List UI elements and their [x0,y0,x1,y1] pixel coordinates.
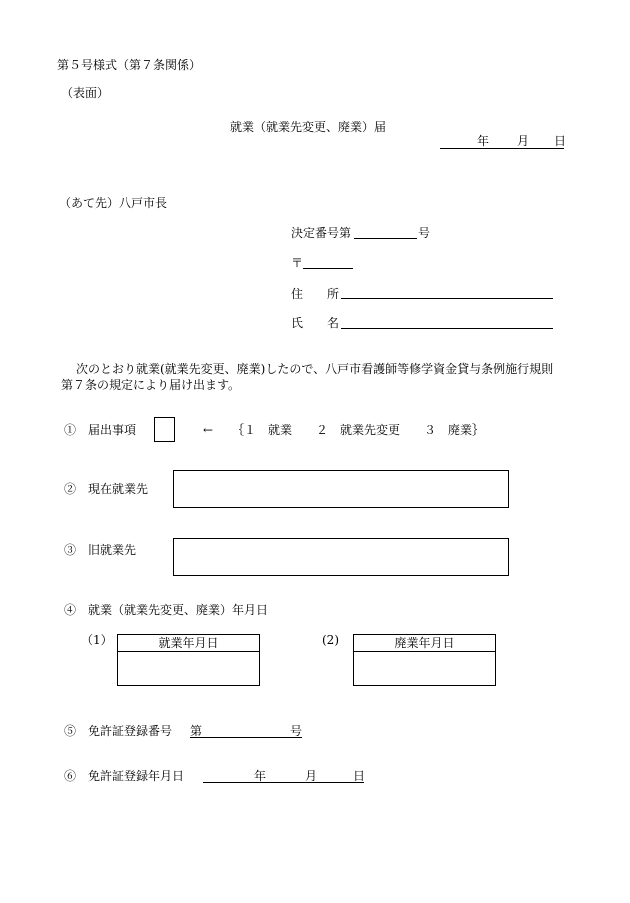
registration-year-label: 年 [254,769,267,783]
current-workplace-box[interactable] [173,470,509,508]
license-number-suffix: 号 [290,724,303,738]
name-label: 氏 名 [291,316,340,330]
postal-mark: 〒 [291,256,304,270]
body-text-line1: 次のとおり就業(就業先変更、廃業)したので、八戸市看護師等修学資金貸与条例施行規則 [76,362,554,376]
item2-label: ② 現在就業先 [64,482,149,496]
date-month-label: 月 [517,134,530,148]
address-label: 住 所 [291,287,340,301]
employment-date-header: 就業年月日 [118,635,259,652]
former-workplace-box[interactable] [173,538,509,576]
form-side-label: （表面） [61,86,110,100]
left-arrow-icon: ← [203,423,214,437]
date-day-label: 日 [554,134,567,148]
sub1-number: （1） [81,633,113,647]
item1-label: ① 届出事項 [64,423,137,437]
item5-label: ⑤ 免許証登録番号 [64,724,173,738]
license-number-prefix: 第 [190,724,203,738]
item4-label: ④ 就業（就業先変更、廃業）年月日 [64,603,269,617]
item3-label: ③ 旧就業先 [64,543,137,557]
postal-code-field[interactable] [303,268,353,269]
closure-date-box[interactable] [353,634,496,686]
sub2-number: (2) [322,633,339,647]
notification-type-box[interactable] [154,417,175,442]
item6-label: ⑥ 免許証登録年月日 [64,769,185,783]
form-title: 就業（就業先変更、廃業）届 [230,120,387,134]
notification-type-options: ｛１ 就業 ２ 就業先変更 ３ 廃業｝ [232,423,485,437]
name-field[interactable] [341,328,553,329]
form-number: 第５号様式（第７条関係） [57,58,202,72]
registration-day-label: 日 [353,769,366,783]
address-field[interactable] [341,298,553,299]
date-year-label: 年 [477,134,490,148]
registration-month-label: 月 [305,769,318,783]
addressee: （あて先）八戸市長 [59,196,168,210]
body-text-line2: 第７条の規定により届け出ます。 [61,378,241,392]
decision-number-label: 決定番号第 [291,226,352,240]
closure-date-header: 廃業年月日 [354,635,495,652]
decision-number-suffix: 号 [418,226,431,240]
decision-number-field[interactable] [354,238,417,239]
employment-date-box[interactable] [117,634,260,686]
